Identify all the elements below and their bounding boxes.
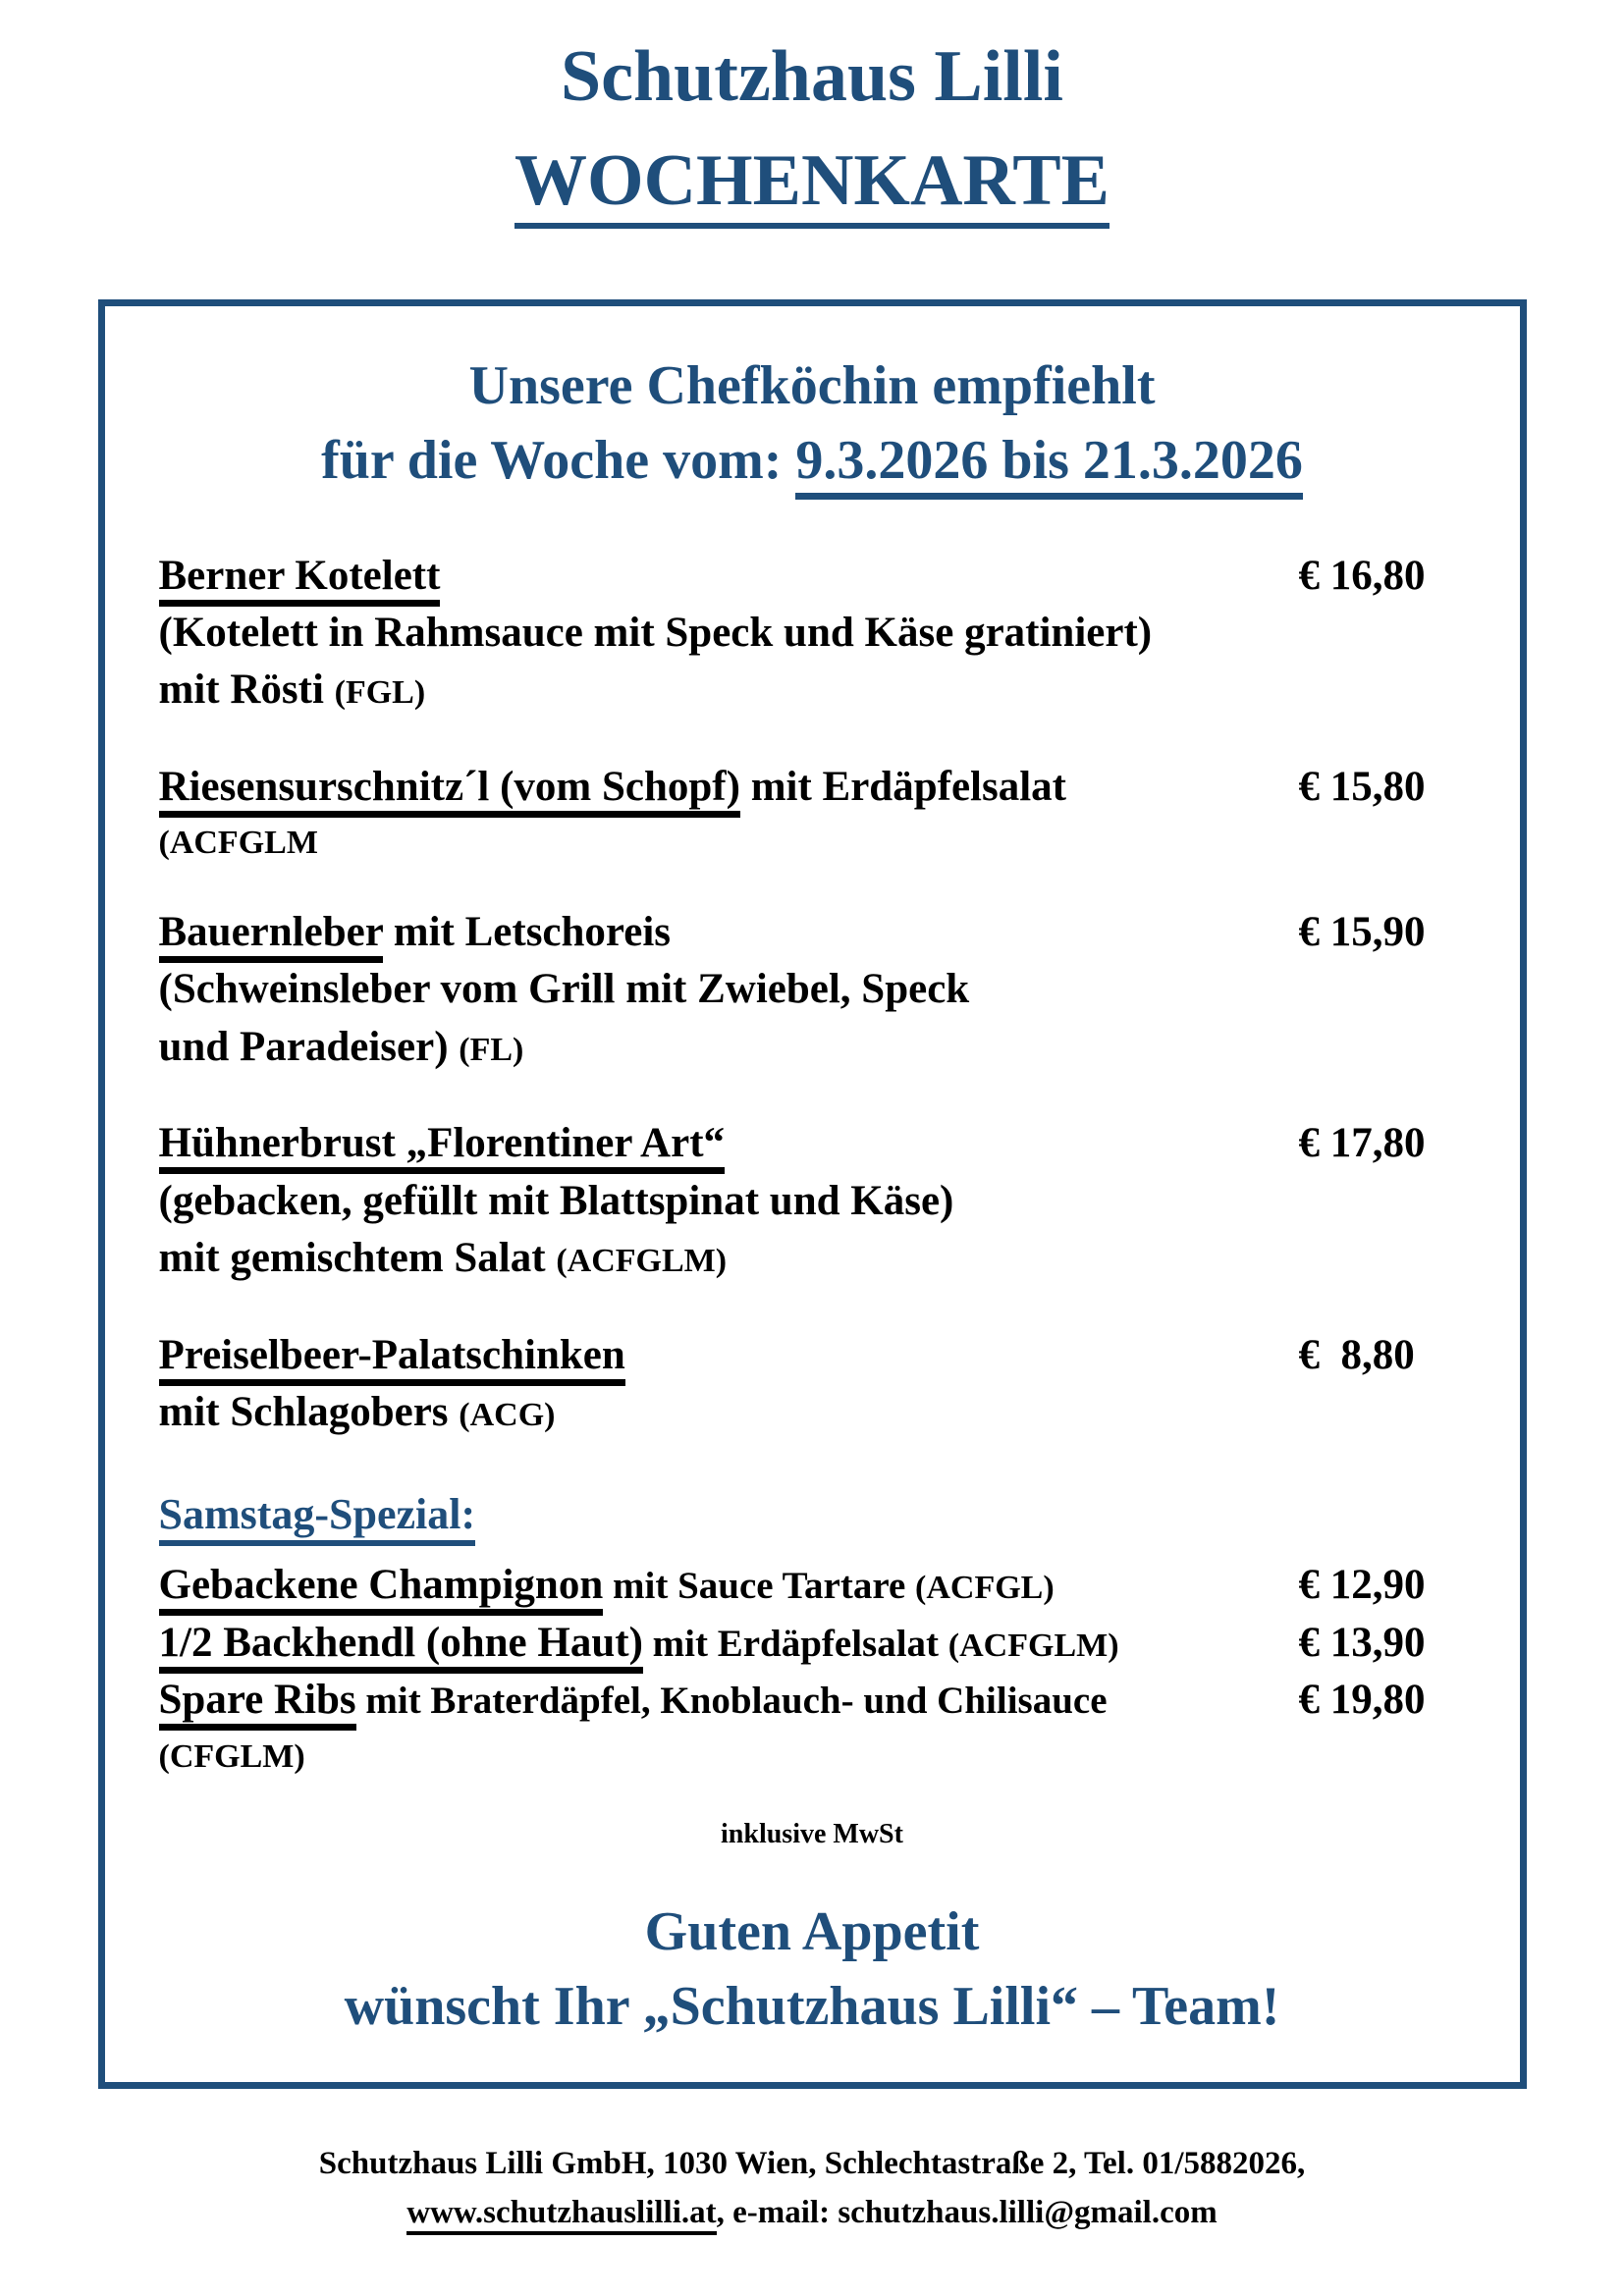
page-header	[0, 0, 1624, 229]
item-title-row	[159, 1115, 1466, 1172]
item-allergen-line	[159, 1730, 1466, 1778]
menu-item-berner-kotelett	[159, 548, 1466, 720]
dish-price: € 12,90	[1298, 1562, 1426, 1609]
dish-name: 1/2 Backhendl (ohne Haut)	[159, 1620, 643, 1674]
dish-name: Riesensurschnitz´l (vom Schopf)	[159, 764, 740, 818]
item-allergen-line	[159, 816, 1466, 864]
box-heading-line1: Unsere Chefköchin empfiehlt	[468, 355, 1156, 417]
dish-suffix: mit Braterdäpfel, Knoblauch- und Chilisauce	[355, 1680, 1108, 1723]
item-title-row	[159, 548, 1466, 605]
description-text: mit gemischtem Salat	[158, 1235, 557, 1282]
menu-item-riesensurschnitzl	[159, 759, 1466, 865]
closing-line1: Guten Appetit	[644, 1901, 980, 1963]
dish-name: Bauernleber	[159, 909, 384, 963]
menu-items	[159, 548, 1466, 1779]
special-heading: Samstag-Spezial:	[159, 1490, 476, 1546]
special-item-spare-ribs	[159, 1672, 1466, 1778]
dish-allergens: (ACFGLM)	[947, 1627, 1119, 1664]
description-text: (Schweinsleber vom Grill mit Zwiebel, Speck	[158, 966, 970, 1013]
box-heading	[159, 349, 1466, 498]
dish-suffix: mit Sauce Tartare	[603, 1565, 916, 1608]
menu-item-bauernleber	[159, 904, 1466, 1076]
description-allergens: (FL)	[459, 1031, 524, 1068]
description-text: und Paradeiser)	[158, 1023, 460, 1070]
item-description-line	[159, 1230, 1466, 1287]
dish-name: Berner Kotelett	[159, 553, 441, 607]
item-description-line	[159, 605, 1466, 662]
footer-line1: Schutzhaus Lilli GmbH, 1030 Wien, Schlechtastraße 2, Tel. 01/5882026,	[318, 2146, 1306, 2182]
item-title	[159, 1672, 1299, 1729]
item-title	[159, 1115, 1299, 1172]
dish-suffix: mit Erdäpfelsalat	[642, 1622, 948, 1665]
dish-price: € 15,80	[1298, 763, 1426, 810]
description-text: mit Schlagobers	[158, 1389, 460, 1436]
description-allergens: (CFGLM)	[158, 1737, 305, 1775]
saturday-special-section	[159, 1485, 1466, 1779]
dish-price: € 13,90	[1298, 1619, 1426, 1666]
page-subtitle: WOCHENKARTE	[514, 140, 1110, 229]
description-text: (gebacken, gefüllt mit Blattspinat und Käse)	[158, 1177, 954, 1224]
closing-line2: wünscht Ihr „Schutzhaus Lilli“ – Team!	[344, 1975, 1280, 2037]
page-footer	[0, 2140, 1624, 2237]
dish-price: € 17,80	[1298, 1120, 1426, 1167]
item-title	[159, 1615, 1299, 1672]
tax-note: inklusive MwSt	[721, 1819, 903, 1850]
dish-name: Spare Ribs	[159, 1677, 356, 1731]
dish-suffix: mit Erdäpfelsalat	[739, 763, 1066, 810]
item-description-line	[159, 662, 1466, 719]
description-allergens: (ACG)	[459, 1397, 556, 1434]
weekly-menu-box	[98, 299, 1527, 2089]
description-allergens: (FGL)	[334, 674, 426, 712]
item-title	[159, 904, 1299, 961]
menu-item-palatschinken	[159, 1327, 1466, 1442]
week-prefix: für die Woche vom:	[321, 429, 796, 491]
item-title-row	[159, 1615, 1466, 1672]
description-text: mit Rösti	[158, 667, 335, 714]
dish-name: Gebackene Champignon	[159, 1562, 604, 1616]
item-description-line	[159, 1384, 1466, 1441]
special-heading-row	[159, 1485, 1466, 1544]
special-item-champignon	[159, 1557, 1466, 1614]
item-title	[159, 1327, 1299, 1384]
item-title-row	[159, 1327, 1466, 1384]
description-text: (Kotelett in Rahmsauce mit Speck und Käse gratiniert)	[158, 610, 1153, 656]
dish-price: € 16,80	[1298, 552, 1426, 599]
item-title-row	[159, 759, 1466, 816]
dish-suffix: mit Letschoreis	[383, 908, 672, 955]
dish-name: Preiselbeer-Palatschinken	[159, 1332, 625, 1386]
description-allergens: (ACFGLM	[158, 825, 318, 862]
item-title-row	[159, 1672, 1466, 1729]
closing-message	[159, 1896, 1466, 2044]
item-title	[159, 759, 1299, 816]
footer-line2-rest: , e-mail: schutzhaus.lilli@gmail.com	[716, 2194, 1218, 2230]
page-title: Schutzhaus Lilli	[560, 36, 1063, 117]
item-title	[159, 548, 1299, 605]
item-description-line	[159, 1173, 1466, 1230]
item-title-row	[159, 1557, 1466, 1614]
special-item-backhendl	[159, 1615, 1466, 1672]
item-description-line	[159, 1019, 1466, 1076]
box-heading-line2	[159, 424, 1466, 499]
website-link[interactable]: www.schutzhauslilli.at	[406, 2195, 716, 2235]
dish-allergens: (ACFGL)	[915, 1570, 1055, 1607]
item-title-row	[159, 904, 1466, 961]
dish-name: Hühnerbrust „Florentiner Art“	[159, 1120, 726, 1174]
week-dates: 9.3.2026 bis 21.3.2026	[795, 430, 1303, 500]
dish-price: € 8,80	[1298, 1331, 1415, 1378]
dish-price: € 19,80	[1298, 1677, 1426, 1724]
menu-item-huehnerbrust	[159, 1115, 1466, 1287]
footer-line2	[0, 2189, 1624, 2238]
item-description-line	[159, 961, 1466, 1018]
page-subtitle-row	[0, 133, 1624, 230]
item-title	[159, 1557, 1299, 1614]
description-allergens: (ACFGLM)	[556, 1243, 728, 1280]
dish-price: € 15,90	[1298, 908, 1426, 955]
